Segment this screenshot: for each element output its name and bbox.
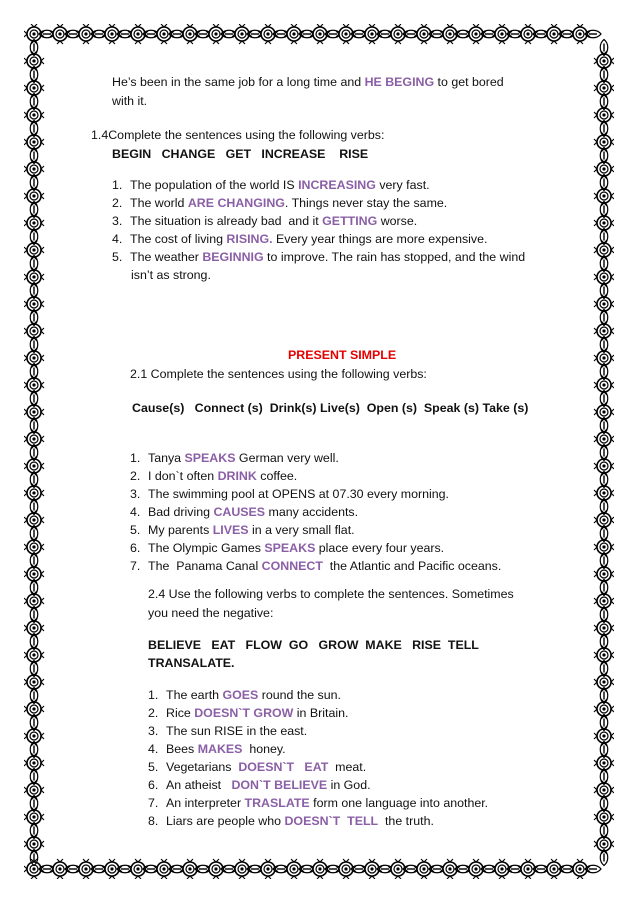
- sentence-text-end: coffee.: [256, 469, 298, 483]
- sentence-text-end: in a very small flat.: [248, 523, 355, 537]
- list-item: [130, 451, 339, 466]
- list-item: [130, 523, 355, 538]
- list-number: 4.: [112, 232, 123, 246]
- list-item: [112, 214, 417, 229]
- intro-text-end: to get bored: [434, 75, 504, 89]
- list-item: [130, 487, 449, 502]
- section-2-4-verbs: BELIEVE EAT FLOW GO GROW MAKE RISE TELL: [148, 638, 479, 652]
- list-item-continuation: isn’t as strong.: [131, 268, 211, 282]
- sentence-text: The earth: [166, 688, 223, 702]
- answer-highlight: MAKES: [197, 742, 243, 756]
- answer-highlight: SPEAKS: [184, 451, 236, 465]
- list-item: [148, 706, 348, 721]
- list-number: 7.: [148, 796, 159, 810]
- sentence-text: The cost of living: [130, 232, 227, 246]
- sentence-text-end: Every year things are more expensive.: [272, 232, 488, 246]
- list-item: [148, 814, 434, 829]
- answer-highlight: GETTING: [322, 214, 378, 228]
- section-1-4-heading: 1.4Complete the sentences using the following verbs:: [91, 128, 385, 142]
- intro-text: He’s been in the same job for a long time and: [112, 75, 365, 89]
- sentence-text-end: worse.: [377, 214, 418, 228]
- sentence-text: The swimming pool at OPENS at 07.30 every morning.: [148, 487, 449, 501]
- sentence-text: The Olympic Games: [148, 541, 265, 555]
- sentence-text-end: round the sun.: [258, 688, 341, 702]
- answer-highlight: SPEAKS: [264, 541, 316, 555]
- list-number: 2.: [148, 706, 159, 720]
- list-number: 6.: [148, 778, 159, 792]
- list-item: [148, 778, 371, 793]
- sentence-text: Bad driving: [148, 505, 214, 519]
- list-number: 2.: [130, 469, 141, 483]
- list-number: 3.: [112, 214, 123, 228]
- section-1-4-verbs: BEGIN CHANGE GET INCREASE RISE: [112, 147, 369, 161]
- list-item: [130, 541, 444, 556]
- sentence-text-end: very fast.: [375, 178, 430, 192]
- list-item: [112, 178, 430, 193]
- answer-highlight: HE BEGING: [364, 75, 435, 89]
- answer-highlight: DRINK: [217, 469, 257, 483]
- sentence-text-end: . Things never stay the same.: [284, 196, 448, 210]
- answer-highlight: BEGINNIG: [202, 250, 264, 264]
- list-item: [148, 688, 341, 703]
- list-number: 2.: [112, 196, 123, 210]
- sentence-text-end: meat.: [328, 760, 367, 774]
- section-2-4-heading-cont: you need the negative:: [148, 606, 274, 620]
- list-number: 5.: [148, 760, 159, 774]
- sentence-text-end: the truth.: [378, 814, 434, 828]
- answer-highlight: DOESN`T TELL: [284, 814, 379, 828]
- sentence-text: I don`t often: [148, 469, 218, 483]
- answer-highlight: CAUSES: [213, 505, 266, 519]
- list-item: [112, 232, 487, 247]
- sentence-text: An interpreter: [166, 796, 245, 810]
- sentence-text: The sun RISE in the east.: [166, 724, 308, 738]
- list-number: 5.: [130, 523, 141, 537]
- section-2-1-heading: 2.1 Complete the sentences using the following verbs:: [130, 367, 427, 381]
- list-number: 4.: [130, 505, 141, 519]
- sentence-text-end: honey.: [242, 742, 286, 756]
- sentence-text: Vegetarians: [166, 760, 239, 774]
- list-item: [130, 505, 358, 520]
- sentence-text: Bees: [166, 742, 198, 756]
- section-2-4-verbs-cont: TRANSALATE.: [148, 656, 235, 670]
- sentence-text: Liars are people who: [166, 814, 285, 828]
- answer-highlight: TRASLATE: [244, 796, 310, 810]
- sentence-text: My parents: [148, 523, 213, 537]
- answer-highlight: LIVES: [212, 523, 249, 537]
- answer-highlight: CONNECT: [261, 559, 323, 573]
- sentence-text: The situation is already bad and it: [130, 214, 323, 228]
- list-number: 7.: [130, 559, 141, 573]
- sentence-text: Rice: [166, 706, 195, 720]
- answer-highlight: DON`T BELIEVE: [231, 778, 328, 792]
- sentence-text-end: many accidents.: [265, 505, 359, 519]
- list-number: 1.: [112, 178, 123, 192]
- list-item: [148, 724, 307, 739]
- list-item: [148, 760, 366, 775]
- answer-highlight: RISING.: [226, 232, 273, 246]
- list-number: 8.: [148, 814, 159, 828]
- list-number: 3.: [130, 487, 141, 501]
- list-number: 1.: [130, 451, 141, 465]
- answer-highlight: GOES: [222, 688, 259, 702]
- list-item: [148, 796, 488, 811]
- sentence-text: The world: [130, 196, 188, 210]
- sentence-text-end: the Atlantic and Pacific oceans.: [322, 559, 502, 573]
- list-number: 5.: [112, 250, 123, 264]
- sentence-text: The weather: [130, 250, 203, 264]
- sentence-text-end: in God.: [327, 778, 371, 792]
- sentence-text-end: form one language into another.: [309, 796, 489, 810]
- answer-highlight: DOESN`T EAT: [238, 760, 329, 774]
- sentence-text-end: German very well.: [235, 451, 339, 465]
- list-number: 6.: [130, 541, 141, 555]
- answer-highlight: DOESN`T GROW: [194, 706, 294, 720]
- sentence-text-end: in Britain.: [293, 706, 349, 720]
- sentence-text: The population of the world IS: [130, 178, 299, 192]
- sentence-text-end: to improve. The rain has stopped, and the wind: [263, 250, 526, 264]
- list-item: [130, 469, 297, 484]
- answer-highlight: ARE CHANGING: [187, 196, 285, 210]
- list-item: [112, 196, 447, 211]
- list-number: 1.: [148, 688, 159, 702]
- list-item: [112, 250, 525, 265]
- list-number: 3.: [148, 724, 159, 738]
- intro-continuation: with it.: [112, 94, 148, 108]
- answer-highlight: INCREASING: [298, 178, 376, 192]
- section-2-4-heading: 2.4 Use the following verbs to complete the sentences. Sometimes: [148, 587, 514, 601]
- section-2-1-verbs: Cause(s) Connect (s) Drink(s) Live(s) Open (s) Speak (s) Take (s): [132, 401, 529, 415]
- list-item: [148, 742, 286, 757]
- sentence-text: The Panama Canal: [148, 559, 262, 573]
- list-item: [130, 559, 501, 574]
- list-number: 4.: [148, 742, 159, 756]
- present-simple-title: PRESENT SIMPLE: [288, 348, 397, 362]
- intro-line: [112, 75, 504, 90]
- sentence-text: Tanya: [148, 451, 185, 465]
- sentence-text-end: place every four years.: [315, 541, 445, 555]
- sentence-text: An atheist: [166, 778, 232, 792]
